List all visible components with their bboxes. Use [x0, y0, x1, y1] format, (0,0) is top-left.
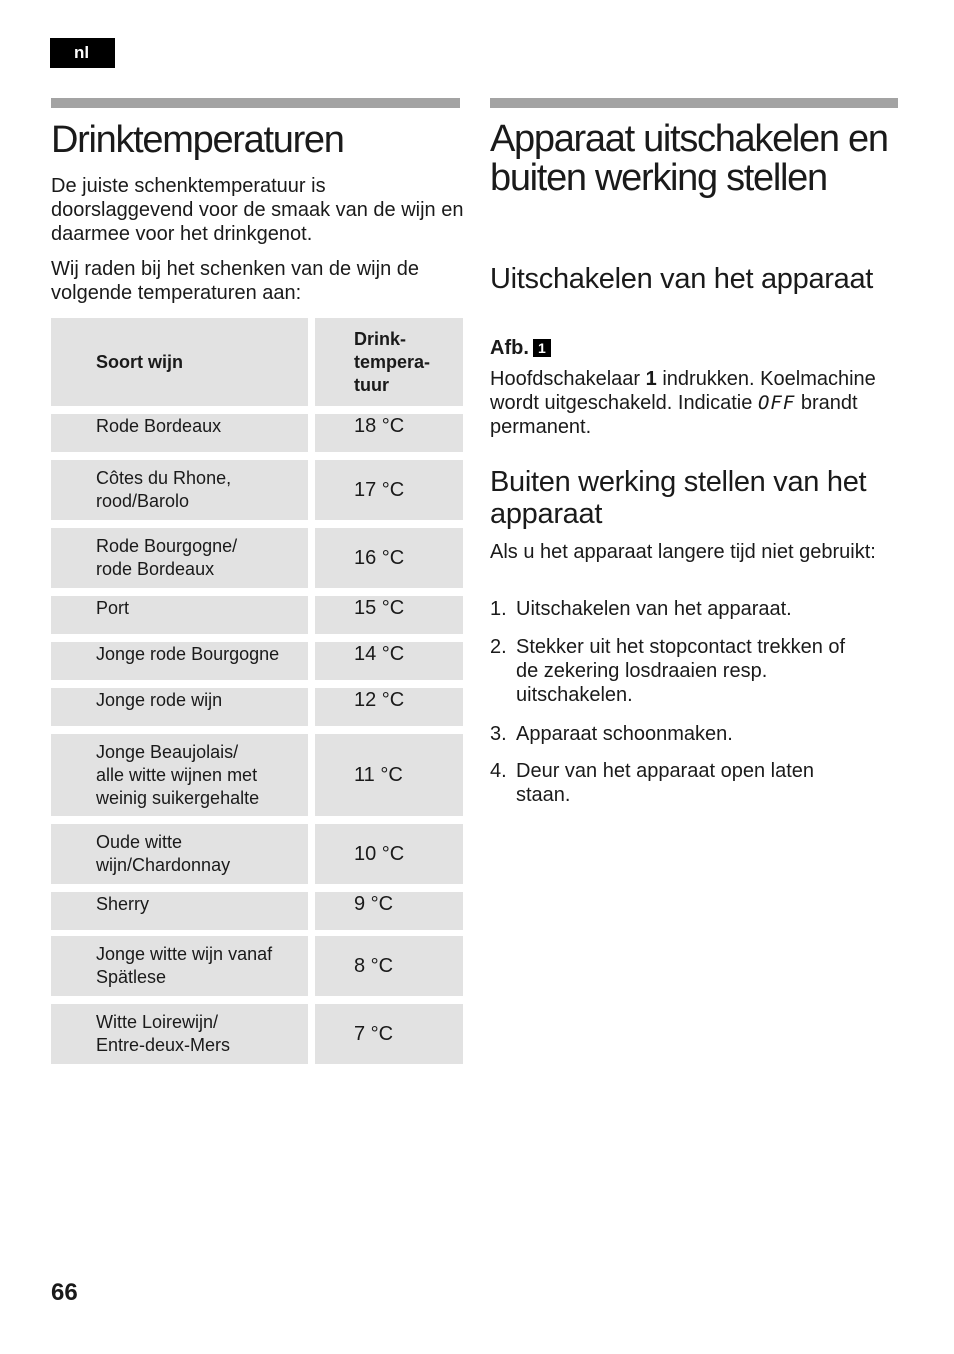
- wine-cell: Côtes du Rhone, rood/Barolo: [51, 460, 308, 520]
- wine-cell: Jonge Beaujolais/ alle witte wijnen met weinig suikergehalte: [51, 734, 308, 816]
- wine-cell: Oude witte wijn/Chardonnay: [51, 824, 308, 884]
- temp-cell: 7 °C: [315, 1004, 463, 1064]
- temp-cell: 11 °C: [315, 734, 463, 816]
- switch-off-instructions: Hoofdschakelaar 1 indrukken. Koelmachine wordt uitgeschakeld. Indicatie OFF brandt permanent.: [490, 368, 876, 438]
- temp-cell: 15 °C: [315, 596, 463, 634]
- decommission-heading: Buiten werking stellen van het apparaat: [490, 466, 867, 530]
- temp-cell: 9 °C: [315, 892, 463, 930]
- right-column-rule: [490, 98, 898, 108]
- temp-cell: 16 °C: [315, 528, 463, 588]
- wine-cell: Jonge rode wijn: [51, 688, 308, 726]
- header-drink-temperature: Drink- tempera- tuur: [315, 318, 463, 406]
- temp-cell: 14 °C: [315, 642, 463, 680]
- switch-off-title: Apparaat uitschakelen en buiten werking stellen: [490, 118, 888, 199]
- wine-cell: Port: [51, 596, 308, 634]
- temp-cell: 17 °C: [315, 460, 463, 520]
- switch-off-heading: Uitschakelen van het apparaat: [490, 263, 874, 295]
- intro-paragraph-2: Wij raden bij het schenken van de wijn de volgende temperaturen aan:: [51, 258, 419, 304]
- wine-cell: Rode Bordeaux: [51, 414, 308, 452]
- wine-cell: Sherry: [51, 892, 308, 930]
- left-column-rule: [51, 98, 460, 108]
- drink-temperatures-title: Drinktemperaturen: [51, 119, 344, 161]
- temp-cell: 18 °C: [315, 414, 463, 452]
- temp-cell: 8 °C: [315, 936, 463, 996]
- off-indicator: OFF: [757, 392, 796, 414]
- temp-cell: 12 °C: [315, 688, 463, 726]
- page-number: 66: [51, 1279, 78, 1306]
- wine-cell: Witte Loirewijn/ Entre-deux-Mers: [51, 1004, 308, 1064]
- header-wine-type: Soort wijn: [51, 318, 308, 406]
- intro-paragraph-1: De juiste schenktemperatuur is doorslaggevend voor de smaak van de wijn en daarmee voor het drinkgenot.: [51, 175, 464, 245]
- main-switch-number: 1: [645, 368, 657, 390]
- wine-cell: Jonge witte wijn vanaf Spätlese: [51, 936, 308, 996]
- decommission-intro: Als u het apparaat langere tijd niet gebruikt:: [490, 541, 876, 563]
- wine-cell: Rode Bourgogne/ rode Bordeaux: [51, 528, 308, 588]
- figure-number: 1: [533, 339, 551, 357]
- figure-reference: [490, 336, 551, 360]
- figure-label: Afb.: [490, 337, 529, 359]
- temp-cell: 10 °C: [315, 824, 463, 884]
- language-tag: nl: [50, 38, 115, 68]
- wine-cell: Jonge rode Bourgogne: [51, 642, 308, 680]
